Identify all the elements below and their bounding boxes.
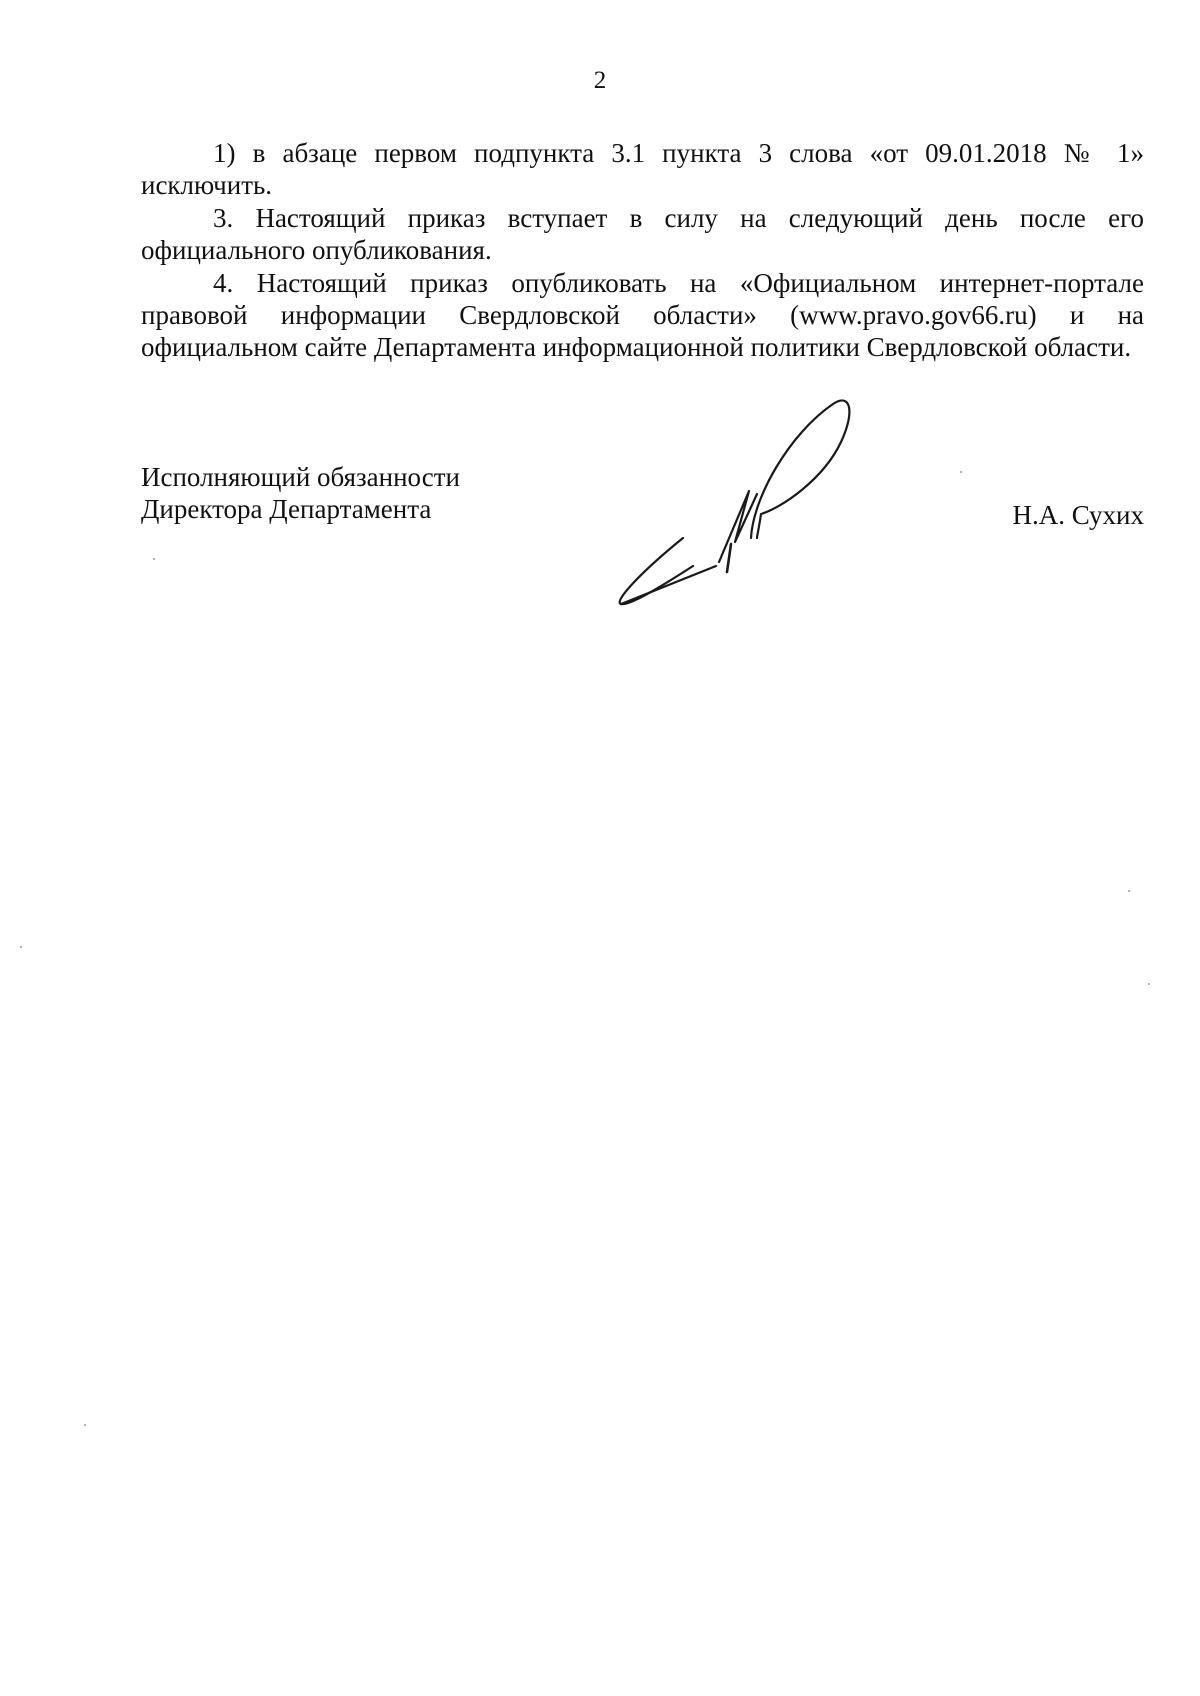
signer-name: Н.А. Сухих [1012,500,1144,530]
scan-artifact-dot [960,471,962,473]
paragraph-item-1: 1) в абзаце первом подпункта 3.1 пункта 3 слова «от 09.01.2018 № 1» исключить. [141,138,1144,200]
scan-artifact-dot [84,1424,86,1426]
scan-artifact-dot [153,558,155,560]
scan-artifact-dot [20,946,22,948]
signer-title [141,461,460,525]
scan-artifact-dot [1148,983,1150,985]
signer-title-line-2: Директора Департамента [141,494,432,524]
handwritten-signature-icon [611,376,871,616]
scan-artifact-dot [1128,890,1130,892]
page-number: 2 [593,67,607,94]
paragraph-item-3: 3. Настоящий приказ вступает в силу на следующий день после его официального опубликования. [141,203,1144,265]
signature-block [141,461,1144,601]
paragraph-item-4: 4. Настоящий приказ опубликовать на «Официальном интернет-портале правовой информации Свердловской области» (www.pravo.gov66.ru) и на официальном сайте Департамента информационной политики Свердловской области. [141,268,1144,362]
signer-title-line-1: Исполняющий обязанности [141,462,460,492]
document-body [141,137,1144,363]
